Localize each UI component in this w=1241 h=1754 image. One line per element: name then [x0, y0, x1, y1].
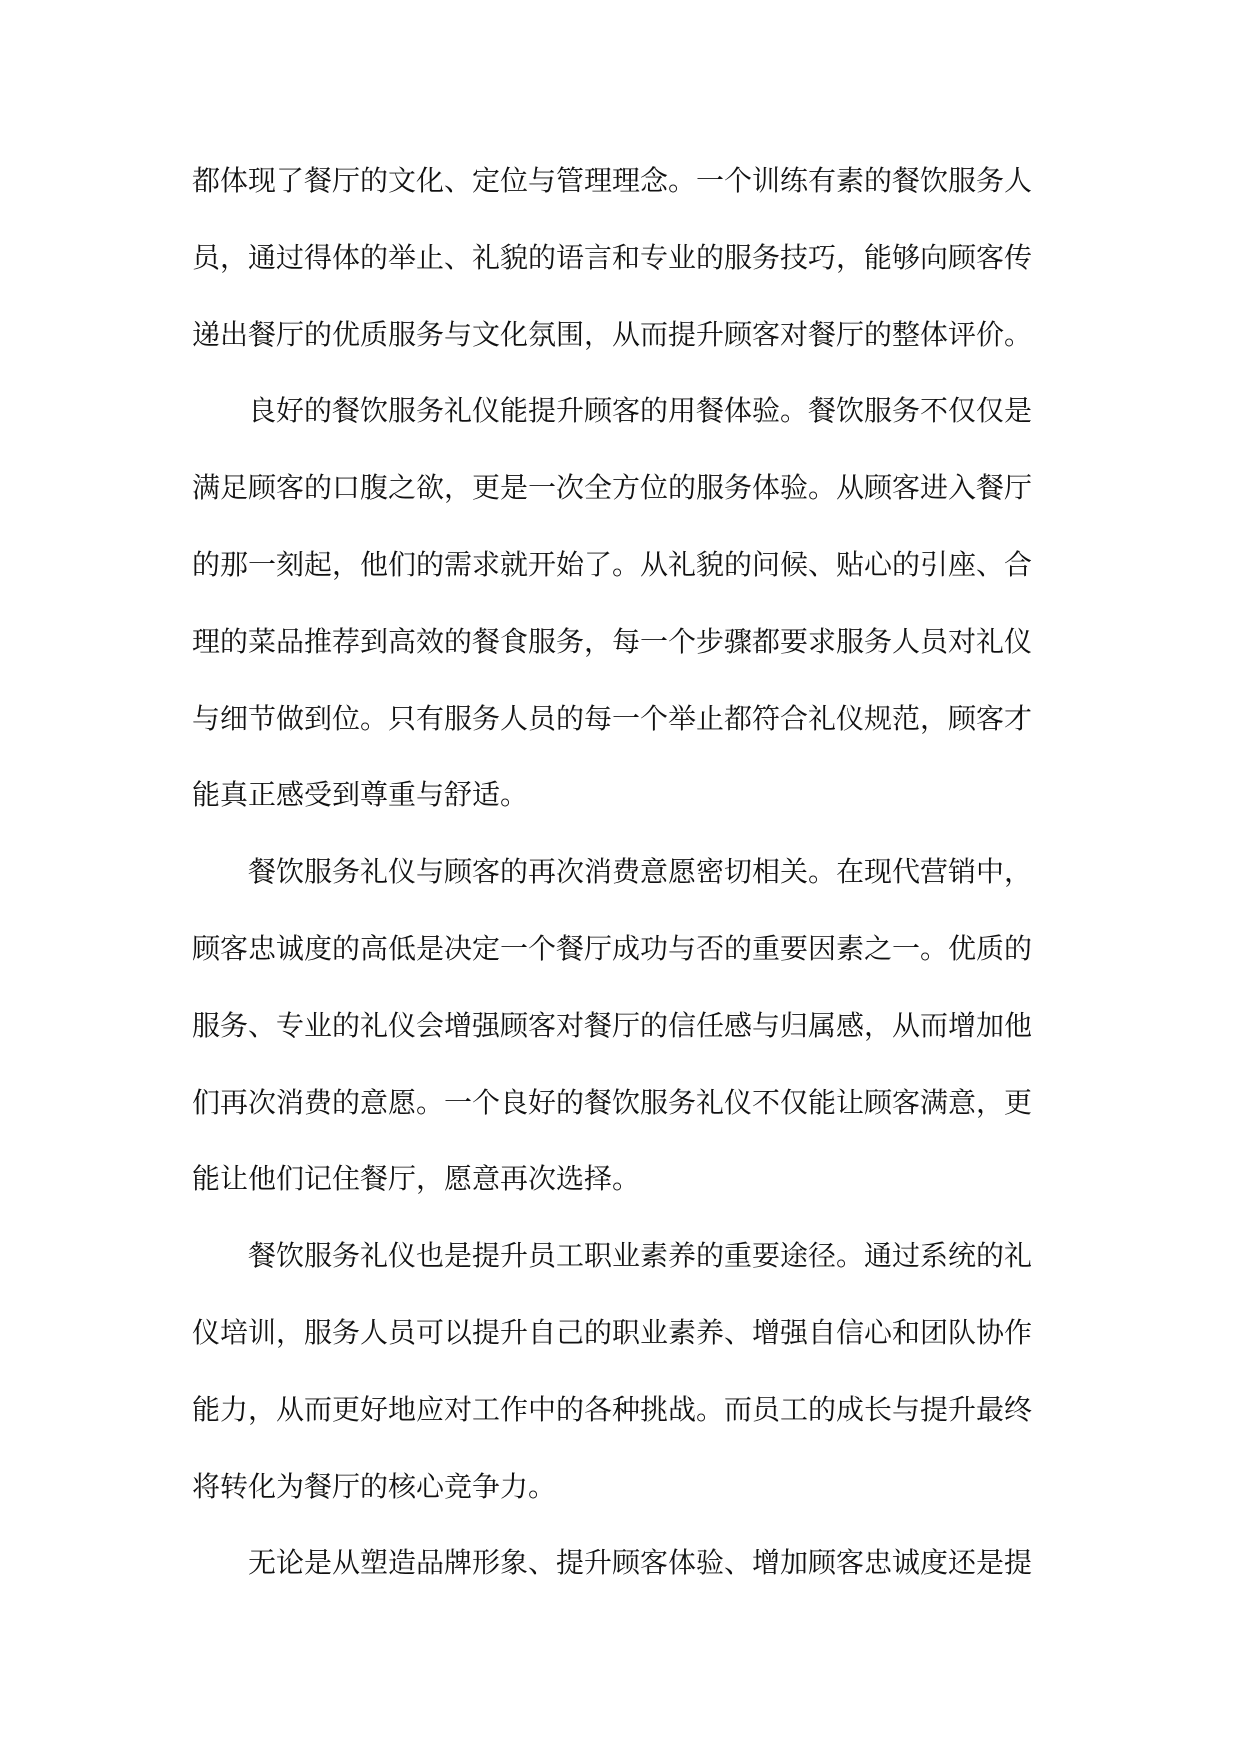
paragraph-first-line: 良好的餐饮服务礼仪能提升顾客的用餐体验。餐饮服务不仅仅是 — [248, 394, 1033, 428]
text-line: 服务、专业的礼仪会增强顾客对餐厅的信任感与归属感，从而增加他 — [192, 1008, 1033, 1042]
paragraph-first-line: 餐饮服务礼仪与顾客的再次消费意愿密切相关。在现代营销中， — [248, 855, 1033, 889]
text-line: 能力，从而更好地应对工作中的各种挑战。而员工的成长与提升最终 — [192, 1392, 1033, 1426]
text-line: 的那一刻起，他们的需求就开始了。从礼貌的问候、贴心的引座、合 — [192, 547, 1033, 581]
text-line: 员，通过得体的举止、礼貌的语言和专业的服务技巧，能够向顾客传 — [192, 240, 1033, 274]
text-line: 能让他们记住餐厅，愿意再次选择。 — [192, 1162, 641, 1196]
text-line: 理的菜品推荐到高效的餐食服务，每一个步骤都要求服务人员对礼仪 — [192, 624, 1033, 658]
text-line: 们再次消费的意愿。一个良好的餐饮服务礼仪不仅能让顾客满意，更 — [192, 1085, 1033, 1119]
paragraph-first-line: 无论是从塑造品牌形象、提升顾客体验、增加顾客忠诚度还是提 — [248, 1546, 1033, 1580]
text-line: 将转化为餐厅的核心竞争力。 — [192, 1469, 557, 1503]
text-line: 都体现了餐厅的文化、定位与管理理念。一个训练有素的餐饮服务人 — [192, 164, 1033, 197]
text-line: 递出餐厅的优质服务与文化氛围，从而提升顾客对餐厅的整体评价。 — [192, 317, 1033, 351]
text-line: 满足顾客的口腹之欲，更是一次全方位的服务体验。从顾客进入餐厅 — [192, 471, 1033, 505]
text-line: 能真正感受到尊重与舒适。 — [192, 778, 529, 812]
text-line: 与细节做到位。只有服务人员的每一个举止都符合礼仪规范，顾客才 — [192, 701, 1033, 735]
text-line: 顾客忠诚度的高低是决定一个餐厅成功与否的重要因素之一。优质的 — [192, 931, 1033, 965]
paragraph-first-line: 餐饮服务礼仪也是提升员工职业素养的重要途径。通过系统的礼 — [248, 1239, 1033, 1273]
body-text — [192, 143, 1052, 1602]
text-line: 仪培训，服务人员可以提升自己的职业素养、增强自信心和团队协作 — [192, 1315, 1033, 1349]
